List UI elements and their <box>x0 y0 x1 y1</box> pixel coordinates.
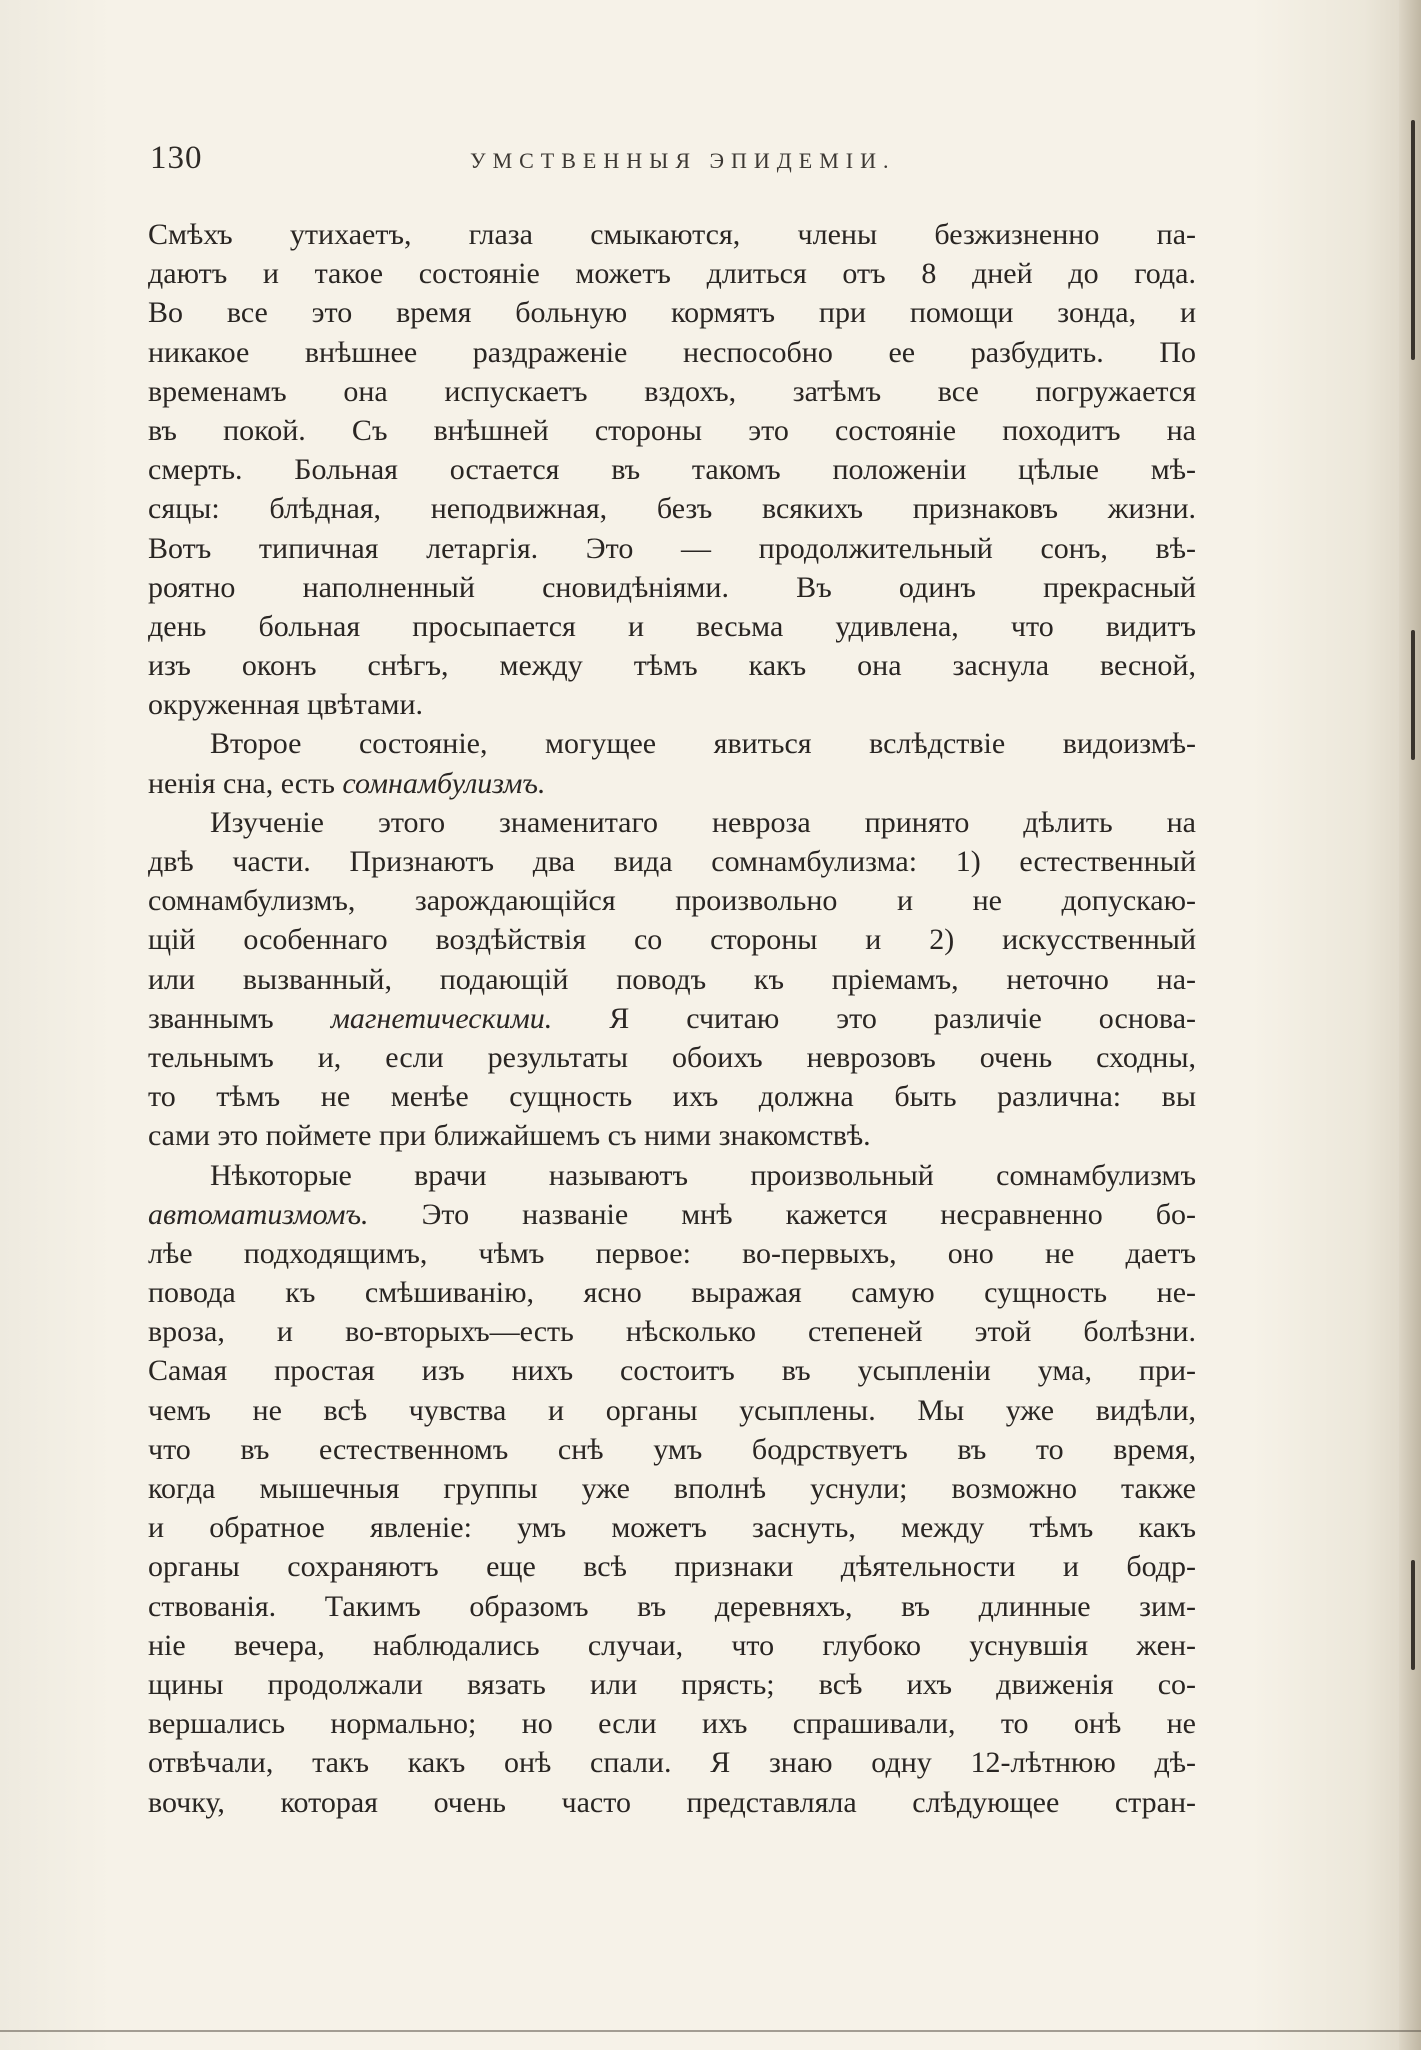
text-segment: Смѣхъ утихаетъ, глаза смыкаются, члены безжизненно па- <box>148 218 1196 251</box>
text-line <box>148 685 1196 724</box>
text-segment: ненія сна, есть <box>148 766 343 800</box>
text-segment: временамъ она испускаетъ вздохъ, затѣмъ все погружается <box>148 374 1196 408</box>
text-line <box>148 881 1196 920</box>
text-segment: окруженная цвѣтами. <box>148 688 423 722</box>
text-line <box>148 1351 1196 1390</box>
text-line <box>148 372 1196 411</box>
text-line <box>148 1391 1196 1430</box>
text-segment: вершались нормально; но если ихъ спрашивали, то онѣ не <box>148 1707 1196 1741</box>
text-line <box>148 411 1196 450</box>
text-segment: въ покой. Съ внѣшней стороны это состояніе походитъ на <box>148 413 1196 447</box>
text-line <box>148 803 1196 842</box>
text-line <box>148 254 1196 293</box>
italic-term: автоматизмомъ. <box>148 1197 369 1231</box>
text-segment: чемъ не всѣ чувства и органы усыплены. Мы уже видѣли, <box>148 1393 1196 1427</box>
text-line <box>148 215 1196 254</box>
text-segment: сомнамбулизмъ, зарождающійся произвольно и не допускаю- <box>148 884 1196 918</box>
text-line <box>148 1156 1196 1195</box>
page-number: 130 <box>150 140 203 176</box>
text-line <box>148 724 1196 763</box>
text-line <box>148 1234 1196 1273</box>
italic-term: магнетическими. <box>330 1001 553 1035</box>
text-line <box>148 646 1196 685</box>
text-segment: даютъ и такое состояніе можетъ длиться отъ 8 дней до года. <box>148 257 1196 291</box>
text-line <box>148 920 1196 959</box>
text-segment: ніе вечера, наблюдались случаи, что глубоко уснувшія жен- <box>148 1628 1196 1662</box>
text-segment: двѣ части. Признаютъ два вида сомнамбулизма: 1) естественный <box>148 845 1196 878</box>
text-segment: отвѣчали, такъ какъ онѣ спали. Я знаю одну 12-лѣтнюю дѣ- <box>148 1746 1196 1780</box>
text-segment: Второе состояніе, могущее явиться вслѣдствіе видоизмѣ- <box>210 727 1196 761</box>
text-segment: Во все это время больную кормятъ при помощи зонда, и <box>148 296 1196 330</box>
body-text <box>148 215 1196 1822</box>
edge-mark <box>1411 1560 1415 1670</box>
text-segment: роятно наполненный сновидѣніями. Въ одинъ прекрасный <box>148 570 1196 604</box>
text-line <box>148 960 1196 999</box>
text-line <box>148 1312 1196 1351</box>
text-segment: смерть. Больная остается въ такомъ положеніи цѣлые мѣ- <box>148 453 1196 487</box>
running-title: УМСТВЕННЫЯ ЭПИДЕМІИ. <box>470 148 896 173</box>
page-bottom-edge <box>0 2030 1421 2032</box>
text-segment: лѣе подходящимъ, чѣмъ первое: во-первыхъ, оно не даетъ <box>148 1236 1196 1270</box>
text-segment: вроза, и во-вторыхъ—есть нѣсколько степеней этой болѣзни. <box>148 1315 1196 1349</box>
text-segment: и обратное явленіе: умъ можетъ заснуть, между тѣмъ какъ <box>148 1511 1196 1545</box>
text-line <box>148 1743 1196 1782</box>
text-segment: Я считаю это различіе основа- <box>552 1001 1196 1035</box>
text-segment: повода къ смѣшиванію, ясно выражая самую сущность не- <box>148 1276 1196 1310</box>
text-line <box>148 568 1196 607</box>
italic-term: сомнамбулизмъ. <box>342 766 546 800</box>
page-edge <box>1399 0 1421 2050</box>
text-segment: сяцы: блѣдная, неподвижная, безъ всякихъ признаковъ жизни. <box>148 492 1196 526</box>
text-line <box>148 1077 1196 1116</box>
text-segment: тельнымъ и, если результаты обоихъ неврозовъ очень сходны, <box>148 1040 1196 1074</box>
text-line <box>148 333 1196 372</box>
text-line <box>148 1430 1196 1469</box>
text-line <box>148 1273 1196 1312</box>
text-line <box>148 1665 1196 1704</box>
text-segment: вочку, которая очень часто представляла слѣдующее стран- <box>148 1785 1196 1819</box>
text-line <box>148 1195 1196 1234</box>
text-segment: день больная просыпается и весьма удивлена, что видитъ <box>148 609 1196 643</box>
text-segment: сами это поймете при ближайшемъ съ ними знакомствѣ. <box>148 1119 871 1153</box>
edge-mark <box>1411 120 1415 360</box>
text-line <box>148 607 1196 646</box>
text-segment: Изученіе этого знаменитаго невроза принято дѣлить на <box>210 805 1196 839</box>
text-segment: органы сохраняютъ еще всѣ признаки дѣятельности и бодр- <box>148 1550 1196 1584</box>
text-segment: щій особеннаго воздѣйствія со стороны и 2) искусственный <box>148 923 1196 957</box>
text-line <box>148 450 1196 489</box>
text-line <box>148 999 1196 1038</box>
text-segment: Самая простая изъ нихъ состоитъ въ усыпленіи ума, при- <box>148 1354 1196 1388</box>
text-segment: или вызванный, подающій поводъ къ пріемамъ, неточно на- <box>148 962 1196 996</box>
text-segment: когда мышечныя группы уже вполнѣ уснули; возможно также <box>148 1472 1196 1505</box>
text-line <box>148 1038 1196 1077</box>
text-segment: никакое внѣшнее раздраженіе неспособно ее разбудить. По <box>148 335 1196 369</box>
text-line <box>148 293 1196 332</box>
text-segment: то тѣмъ не менѣе сущность ихъ должна быть различна: вы <box>148 1080 1196 1114</box>
text-line <box>148 1508 1196 1547</box>
edge-mark <box>1411 630 1415 760</box>
text-segment: Вотъ типичная летаргія. Это — продолжительный сонъ, вѣ- <box>148 531 1196 565</box>
text-segment: ствованія. Такимъ образомъ въ деревняхъ, въ длинные зим- <box>148 1589 1196 1623</box>
page-header <box>150 140 1195 180</box>
text-segment: щины продолжали вязать или прясть; всѣ ихъ движенія со- <box>148 1667 1196 1701</box>
text-segment: званнымъ <box>148 1001 331 1035</box>
text-line <box>148 1587 1196 1626</box>
text-line <box>148 1783 1196 1822</box>
text-segment: Это названіе мнѣ кажется несравненно бо- <box>368 1197 1196 1231</box>
text-line <box>148 489 1196 528</box>
text-segment: изъ оконъ снѣгъ, между тѣмъ какъ она заснула весной, <box>148 649 1196 683</box>
text-line <box>148 1547 1196 1586</box>
text-line <box>148 1116 1196 1155</box>
text-line <box>148 842 1196 881</box>
text-line <box>148 529 1196 568</box>
text-line <box>148 1704 1196 1743</box>
text-line <box>148 764 1196 803</box>
text-line <box>148 1469 1196 1508</box>
text-segment: что въ естественномъ снѣ умъ бодрствуетъ въ то время, <box>148 1432 1196 1466</box>
text-segment: Нѣкоторые врачи называютъ произвольный сомнамбулизмъ <box>210 1158 1196 1192</box>
text-line <box>148 1626 1196 1665</box>
